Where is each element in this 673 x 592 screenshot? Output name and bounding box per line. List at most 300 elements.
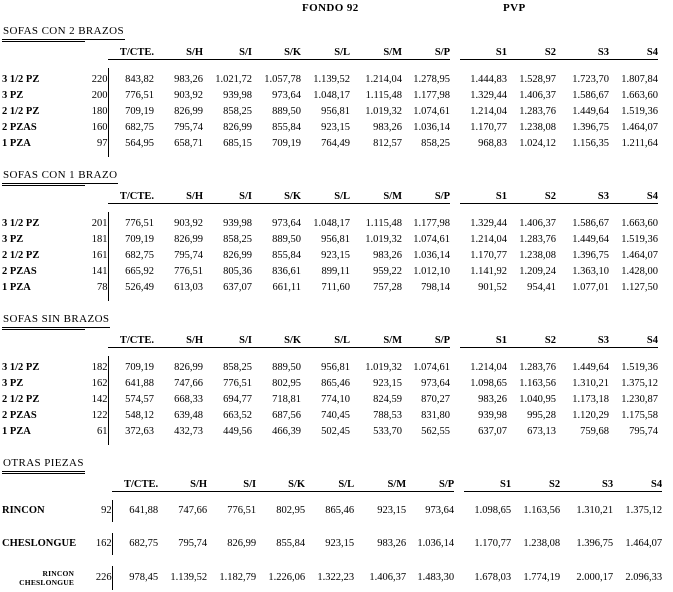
price-cell: 826,99 <box>227 538 257 549</box>
price-cell: 1.214,04 <box>365 74 402 85</box>
row-size: 180 <box>91 106 108 117</box>
price-cell: 1.449,64 <box>572 106 609 117</box>
section-sofas-sin-brazos <box>2 309 673 445</box>
price-cell: 1.375,12 <box>621 378 658 389</box>
row-label: 1 PZA <box>2 426 31 437</box>
row-label: 3 1/2 PZ <box>2 218 40 229</box>
column-header-s-h: S/H <box>154 334 203 348</box>
price-cell: 973,64 <box>272 218 301 229</box>
price-cell: 1.396,75 <box>572 122 609 133</box>
row-label: 1 PZA <box>2 282 31 293</box>
price-cell: 682,75 <box>108 248 154 264</box>
column-header-s2: S2 <box>507 190 556 204</box>
header-gap <box>2 60 658 69</box>
row-size: 160 <box>91 122 108 133</box>
row-label: 3 PZ <box>2 90 24 101</box>
price-cell: 968,83 <box>478 138 507 149</box>
column-header-t-cte: T/CTE. <box>108 190 154 204</box>
column-header-t-cte: T/CTE. <box>108 46 154 60</box>
section-sofas-con-2-brazos <box>2 21 673 157</box>
price-cell: 641,88 <box>108 376 154 392</box>
price-cell: 776,51 <box>174 266 203 277</box>
price-cell: 1.074,61 <box>413 106 450 117</box>
price-cell: 858,25 <box>421 138 450 149</box>
column-header-s-h: S/H <box>154 190 203 204</box>
price-cell: 1.012,10 <box>413 266 450 277</box>
section-title: OTRAS PIEZAS <box>2 457 85 472</box>
column-header-s-k: S/K <box>252 190 301 204</box>
table-row <box>2 88 658 104</box>
price-cell: 759,68 <box>580 426 609 437</box>
price-cell: 1.115,48 <box>365 90 402 101</box>
column-header-s4: S4 <box>609 190 658 204</box>
column-header-t-cte: T/CTE. <box>108 334 154 348</box>
price-cell: 1.329,44 <box>470 218 507 229</box>
table-row <box>2 424 658 445</box>
price-cell: 956,81 <box>321 234 350 245</box>
row-size: 142 <box>91 394 108 405</box>
row-size: 162 <box>95 538 112 549</box>
price-cell: 661,11 <box>272 282 301 293</box>
price-cell: 939,98 <box>223 90 252 101</box>
column-header-s-p: S/P <box>402 334 450 348</box>
price-cell: 1.019,32 <box>365 362 402 373</box>
column-header-s-p: S/P <box>402 190 450 204</box>
price-cell: 802,95 <box>272 378 301 389</box>
price-cell: 795,74 <box>174 122 203 133</box>
row-spacer <box>2 555 662 566</box>
price-cell: 1.283,76 <box>519 362 556 373</box>
price-cell: 812,57 <box>373 138 402 149</box>
price-cell: 1.057,78 <box>264 74 301 85</box>
price-cell: 1.428,00 <box>621 266 658 277</box>
column-header-s1: S1 <box>460 46 507 60</box>
price-cell: 865,46 <box>325 505 355 516</box>
price-cell: 983,26 <box>373 122 402 133</box>
price-cell: 663,52 <box>223 410 252 421</box>
price-cell: 1.214,04 <box>470 234 507 245</box>
price-cell: 788,53 <box>373 410 402 421</box>
row-spacer <box>2 522 662 533</box>
column-header-s-l: S/L <box>301 190 350 204</box>
price-cell: 658,71 <box>174 138 203 149</box>
price-cell: 836,61 <box>272 266 301 277</box>
price-cell: 685,15 <box>223 138 252 149</box>
price-cell: 795,74 <box>629 426 658 437</box>
price-cell: 1.483,30 <box>417 572 455 583</box>
table-row <box>2 376 658 392</box>
row-label: 2 1/2 PZ <box>2 250 40 261</box>
table-row <box>2 392 658 408</box>
column-header-s1: S1 <box>460 334 507 348</box>
price-cell: 1.214,04 <box>470 106 507 117</box>
price-cell: 1.177,98 <box>413 218 450 229</box>
price-cell: 613,03 <box>174 282 203 293</box>
price-cell: 903,92 <box>174 90 203 101</box>
price-cell: 802,95 <box>276 505 306 516</box>
price-cell: 983,26 <box>478 394 507 405</box>
price-cell: 954,41 <box>527 282 556 293</box>
column-header-s-i: S/I <box>203 190 252 204</box>
column-header-s-h: S/H <box>158 478 207 492</box>
price-cell: 798,14 <box>421 282 450 293</box>
price-cell: 923,15 <box>373 378 402 389</box>
price-table <box>2 190 658 301</box>
price-cell: 1.406,37 <box>369 572 407 583</box>
column-header-s-p: S/P <box>406 478 454 492</box>
table-row <box>2 264 658 280</box>
row-label: 2 1/2 PZ <box>2 394 40 405</box>
price-cell: 1.163,56 <box>523 505 561 516</box>
price-cell: 687,56 <box>272 410 301 421</box>
price-cell: 1.170,77 <box>470 250 507 261</box>
column-header-t-cte: T/CTE. <box>112 478 158 492</box>
table-row <box>2 500 662 522</box>
column-header-s-m: S/M <box>354 478 406 492</box>
price-cell: 824,59 <box>373 394 402 405</box>
price-cell: 1.163,56 <box>519 378 556 389</box>
price-cell: 682,75 <box>112 533 158 555</box>
price-cell: 1.528,97 <box>519 74 556 85</box>
price-cell: 1.019,32 <box>365 234 402 245</box>
price-cell: 2.000,17 <box>576 572 614 583</box>
price-cell: 1.141,92 <box>470 266 507 277</box>
column-header-row <box>2 46 658 60</box>
price-cell: 1.115,48 <box>365 218 402 229</box>
price-cell: 709,19 <box>108 232 154 248</box>
column-header-s-k: S/K <box>252 46 301 60</box>
price-cell: 641,88 <box>112 500 158 522</box>
price-cell: 1.774,19 <box>523 572 561 583</box>
column-header-s3: S3 <box>556 190 609 204</box>
row-size: 78 <box>97 282 108 293</box>
table-row <box>2 280 658 301</box>
price-cell: 855,84 <box>272 250 301 261</box>
price-cell: 1.238,08 <box>519 122 556 133</box>
price-cell: 983,26 <box>373 250 402 261</box>
price-cell: 956,81 <box>321 106 350 117</box>
header-gap <box>2 204 658 213</box>
price-cell: 899,11 <box>321 266 350 277</box>
price-cell: 1.519,36 <box>621 234 658 245</box>
price-cell: 1.019,32 <box>365 106 402 117</box>
column-header-s2: S2 <box>511 478 560 492</box>
column-header-s-k: S/K <box>256 478 305 492</box>
price-cell: 682,75 <box>108 120 154 136</box>
row-size: 122 <box>91 410 108 421</box>
price-cell: 1.036,14 <box>413 122 450 133</box>
section-sofas-con-1-brazo <box>2 165 673 301</box>
price-cell: 1.678,03 <box>474 572 512 583</box>
column-header-s1: S1 <box>464 478 511 492</box>
price-table <box>2 334 658 445</box>
price-cell: 959,22 <box>373 266 402 277</box>
price-cell: 978,45 <box>112 566 158 590</box>
price-cell: 870,27 <box>421 394 450 405</box>
price-cell: 826,99 <box>174 234 203 245</box>
price-cell: 1.464,07 <box>625 538 663 549</box>
row-label: 3 1/2 PZ <box>2 74 40 85</box>
price-cell: 826,99 <box>174 106 203 117</box>
price-cell: 709,19 <box>108 104 154 120</box>
column-header-s-i: S/I <box>207 478 256 492</box>
price-cell: 711,60 <box>321 282 350 293</box>
row-size: 226 <box>95 572 112 583</box>
column-header-s3: S3 <box>560 478 613 492</box>
row-label: 2 PZAS <box>2 266 37 277</box>
price-cell: 865,46 <box>321 378 350 389</box>
price-cell: 973,64 <box>421 378 450 389</box>
price-cell: 502,45 <box>321 426 350 437</box>
price-cell: 694,77 <box>223 394 252 405</box>
price-cell: 1.310,21 <box>576 505 614 516</box>
price-cell: 709,19 <box>108 356 154 376</box>
row-label: 2 PZAS <box>2 410 37 421</box>
column-header-s4: S4 <box>609 334 658 348</box>
price-cell: 1.182,79 <box>219 572 257 583</box>
price-cell: 1.519,36 <box>621 106 658 117</box>
price-cell: 831,80 <box>421 410 450 421</box>
price-cell: 855,84 <box>272 122 301 133</box>
price-cell: 1.024,12 <box>519 138 556 149</box>
price-cell: 1.139,52 <box>313 74 350 85</box>
price-cell: 1.283,76 <box>519 234 556 245</box>
price-cell: 1.444,83 <box>470 74 507 85</box>
column-header-s4: S4 <box>609 46 658 60</box>
price-cell: 826,99 <box>223 122 252 133</box>
row-size: 162 <box>91 378 108 389</box>
price-cell: 1.406,37 <box>519 218 556 229</box>
price-cell: 995,28 <box>527 410 556 421</box>
table-row <box>2 104 658 120</box>
price-cell: 805,36 <box>223 266 252 277</box>
price-cell: 1.322,23 <box>317 572 355 583</box>
price-cell: 562,55 <box>421 426 450 437</box>
price-cell: 1.127,50 <box>621 282 658 293</box>
price-cell: 665,92 <box>108 264 154 280</box>
price-cell: 673,13 <box>527 426 556 437</box>
price-cell: 889,50 <box>272 106 301 117</box>
table-row <box>2 212 658 232</box>
price-cell: 1.586,67 <box>572 218 609 229</box>
price-cell: 774,10 <box>321 394 350 405</box>
price-cell: 1.396,75 <box>572 250 609 261</box>
price-cell: 826,99 <box>174 362 203 373</box>
table-row <box>2 408 658 424</box>
price-cell: 939,98 <box>223 218 252 229</box>
price-cell: 923,15 <box>377 505 407 516</box>
price-table <box>2 478 662 590</box>
column-header-s-l: S/L <box>305 478 354 492</box>
row-size: 220 <box>91 74 108 85</box>
price-cell: 973,64 <box>425 505 455 516</box>
price-cell: 1.230,87 <box>621 394 658 405</box>
price-cell: 1.238,08 <box>523 538 561 549</box>
price-cell: 1.283,76 <box>519 106 556 117</box>
column-header-s4: S4 <box>613 478 662 492</box>
price-cell: 795,74 <box>178 538 208 549</box>
price-cell: 533,70 <box>373 426 402 437</box>
price-cell: 1.464,07 <box>621 122 658 133</box>
table-row <box>2 68 658 88</box>
price-cell: 1.406,37 <box>519 90 556 101</box>
row-label: CHESLONGUE <box>2 538 77 549</box>
price-cell: 889,50 <box>272 362 301 373</box>
table-row <box>2 136 658 157</box>
price-cell: 983,26 <box>174 74 203 85</box>
price-cell: 1.021,72 <box>215 74 252 85</box>
price-cell: 1.209,24 <box>519 266 556 277</box>
row-size: 182 <box>91 362 108 373</box>
row-label: RINCON CHESLONGUE <box>19 569 75 587</box>
price-cell: 1.663,60 <box>621 218 658 229</box>
row-label: 3 PZ <box>2 378 24 389</box>
price-cell: 1.156,35 <box>572 138 609 149</box>
price-cell: 1.329,44 <box>470 90 507 101</box>
price-cell: 776,51 <box>223 378 252 389</box>
price-cell: 923,15 <box>321 122 350 133</box>
price-cell: 973,64 <box>272 90 301 101</box>
price-cell: 740,45 <box>321 410 350 421</box>
price-cell: 637,07 <box>223 282 252 293</box>
column-header-s2: S2 <box>507 334 556 348</box>
column-header-s3: S3 <box>556 46 609 60</box>
price-cell: 1.048,17 <box>313 218 350 229</box>
column-header-s-h: S/H <box>154 46 203 60</box>
price-cell: 1.098,65 <box>470 378 507 389</box>
price-cell: 1.177,98 <box>413 90 450 101</box>
column-header-s-l: S/L <box>301 46 350 60</box>
price-cell: 1.807,84 <box>621 74 658 85</box>
column-header-s-k: S/K <box>252 334 301 348</box>
header-gap <box>2 348 658 357</box>
row-label: 1 PZA <box>2 138 31 149</box>
table-row <box>2 356 658 376</box>
price-cell: 432,73 <box>174 426 203 437</box>
price-cell: 776,51 <box>108 88 154 104</box>
price-cell: 1.170,77 <box>470 122 507 133</box>
column-header-row <box>2 334 658 348</box>
row-label: 3 PZ <box>2 234 24 245</box>
row-label: RINCON <box>2 505 45 516</box>
price-cell: 923,15 <box>325 538 355 549</box>
price-cell: 637,07 <box>478 426 507 437</box>
price-cell: 1.449,64 <box>572 362 609 373</box>
price-cell: 1.175,58 <box>621 410 658 421</box>
price-cell: 843,82 <box>108 68 154 88</box>
section-otras-piezas <box>2 453 673 590</box>
price-cell: 776,51 <box>108 212 154 232</box>
row-size: 200 <box>91 90 108 101</box>
row-size: 141 <box>91 266 108 277</box>
price-cell: 526,49 <box>108 280 154 301</box>
price-cell: 2.096,33 <box>625 572 663 583</box>
price-cell: 747,66 <box>174 378 203 389</box>
row-size: 61 <box>97 426 108 437</box>
price-cell: 1.173,18 <box>572 394 609 405</box>
row-size: 181 <box>91 234 108 245</box>
fondo-92-header: FONDO 92 <box>302 2 359 14</box>
column-header-s3: S3 <box>556 334 609 348</box>
price-cell: 1.120,29 <box>572 410 609 421</box>
column-header-s-p: S/P <box>402 46 450 60</box>
row-size: 161 <box>91 250 108 261</box>
price-cell: 466,39 <box>272 426 301 437</box>
price-cell: 757,28 <box>373 282 402 293</box>
price-cell: 1.238,08 <box>519 250 556 261</box>
row-label: 2 PZAS <box>2 122 37 133</box>
price-cell: 956,81 <box>321 362 350 373</box>
price-cell: 1.036,14 <box>413 250 450 261</box>
column-header-s-m: S/M <box>350 334 402 348</box>
section-title: SOFAS CON 2 BRAZOS <box>2 25 125 40</box>
price-cell: 1.310,21 <box>572 378 609 389</box>
price-cell: 1.278,95 <box>413 74 450 85</box>
row-label: 2 1/2 PZ <box>2 106 40 117</box>
price-cell: 903,92 <box>174 218 203 229</box>
table-row <box>2 248 658 264</box>
price-cell: 718,81 <box>272 394 301 405</box>
price-cell: 764,49 <box>321 138 350 149</box>
price-cell: 1.586,67 <box>572 90 609 101</box>
price-cell: 889,50 <box>272 234 301 245</box>
price-cell: 795,74 <box>174 250 203 261</box>
price-cell: 1.074,61 <box>413 362 450 373</box>
column-header-s-m: S/M <box>350 190 402 204</box>
pvp-header: PVP <box>503 2 526 14</box>
price-cell: 858,25 <box>223 234 252 245</box>
table-row <box>2 566 662 590</box>
price-cell: 709,19 <box>272 138 301 149</box>
price-cell: 1.098,65 <box>474 505 512 516</box>
column-header-s-m: S/M <box>350 46 402 60</box>
price-cell: 372,63 <box>108 424 154 445</box>
price-cell: 1.048,17 <box>313 90 350 101</box>
column-header-s-l: S/L <box>301 334 350 348</box>
price-cell: 939,98 <box>478 410 507 421</box>
price-cell: 923,15 <box>321 250 350 261</box>
price-cell: 1.211,64 <box>621 138 658 149</box>
price-cell: 574,57 <box>108 392 154 408</box>
price-cell: 1.226,06 <box>268 572 306 583</box>
price-cell: 983,26 <box>377 538 407 549</box>
price-cell: 548,12 <box>108 408 154 424</box>
price-cell: 747,66 <box>178 505 208 516</box>
price-cell: 1.077,01 <box>572 282 609 293</box>
price-cell: 858,25 <box>223 362 252 373</box>
price-cell: 639,48 <box>174 410 203 421</box>
price-cell: 1.074,61 <box>413 234 450 245</box>
price-cell: 1.363,10 <box>572 266 609 277</box>
price-cell: 826,99 <box>223 250 252 261</box>
price-cell: 1.464,07 <box>621 250 658 261</box>
row-label: 3 1/2 PZ <box>2 362 40 373</box>
row-size: 92 <box>101 505 112 516</box>
price-cell: 1.214,04 <box>470 362 507 373</box>
price-cell: 855,84 <box>276 538 306 549</box>
row-size: 201 <box>91 218 108 229</box>
table-row <box>2 120 658 136</box>
column-header-s1: S1 <box>460 190 507 204</box>
price-cell: 901,52 <box>478 282 507 293</box>
column-header-s-i: S/I <box>203 334 252 348</box>
price-cell: 564,95 <box>108 136 154 157</box>
price-cell: 1.040,95 <box>519 394 556 405</box>
table-row <box>2 232 658 248</box>
price-cell: 1.375,12 <box>625 505 663 516</box>
price-cell: 1.449,64 <box>572 234 609 245</box>
price-cell: 1.036,14 <box>417 538 455 549</box>
